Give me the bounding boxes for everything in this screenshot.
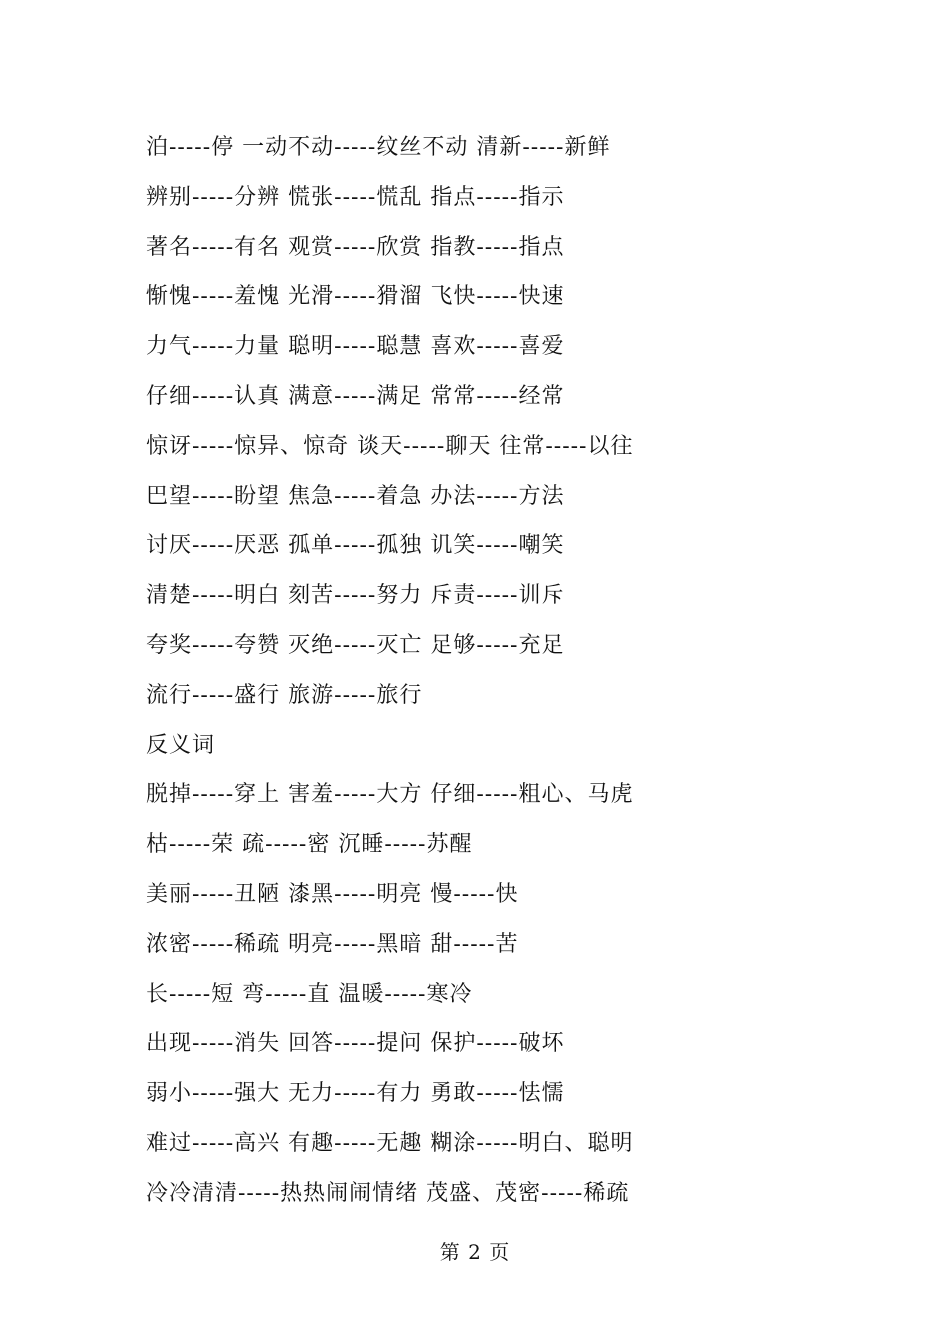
text-line: 流行-----盛行 旅游-----旅行 [146,682,423,708]
text-line: 枯-----荣 疏-----密 沉睡-----苏醒 [146,832,473,858]
text-line: 冷冷清清-----热热闹闹情绪 茂盛、茂密-----稀疏 [146,1180,630,1206]
text-line: 泊-----停 一动不动-----纹丝不动 清新-----新鲜 [146,135,611,160]
text-line: 美丽-----丑陋 漆黑-----明亮 慢-----快 [146,881,519,907]
page-number-footer: 第 2 页 [439,1240,511,1264]
text-line: 浓密-----稀疏 明亮-----黑暗 甜-----苦 [146,931,519,957]
text-line: 惊讶-----惊异、惊奇 谈天-----聊天 往常-----以往 [146,433,634,459]
text-line: 巴望-----盼望 焦急-----着急 办法-----方法 [146,483,565,509]
text-line: 著名-----有名 观赏-----欣赏 指教-----指点 [146,234,565,260]
section-heading: 反义词 [146,732,216,758]
document-body [146,128,826,1224]
text-line: 仔细-----认真 满意-----满足 常常-----经常 [146,383,565,409]
text-line: 出现-----消失 回答-----提问 保护-----破坏 [146,1031,565,1057]
text-line: 夸奖-----夸赞 灭绝-----灭亡 足够-----充足 [146,632,565,658]
text-line: 弱小-----强大 无力-----有力 勇敢-----怯懦 [146,1081,565,1107]
text-line: 难过-----高兴 有趣-----无趣 糊涂-----明白、聪明 [146,1130,634,1156]
text-line: 力气-----力量 聪明-----聪慧 喜欢-----喜爱 [146,334,565,360]
text-line: 长-----短 弯-----直 温暖-----寒冷 [146,981,473,1007]
text-line: 脱掉-----穿上 害羞-----大方 仔细-----粗心、马虎 [146,782,634,808]
text-line: 惭愧-----羞愧 光滑-----猾溜 飞快-----快速 [146,284,565,310]
text-line: 辨别-----分辨 慌张-----慌乱 指点-----指示 [146,184,565,210]
text-line: 清楚-----明白 刻苦-----努力 斥责-----训斥 [146,583,565,609]
text-line: 讨厌-----厌恶 孤单-----孤独 讥笑-----嘲笑 [146,533,565,559]
